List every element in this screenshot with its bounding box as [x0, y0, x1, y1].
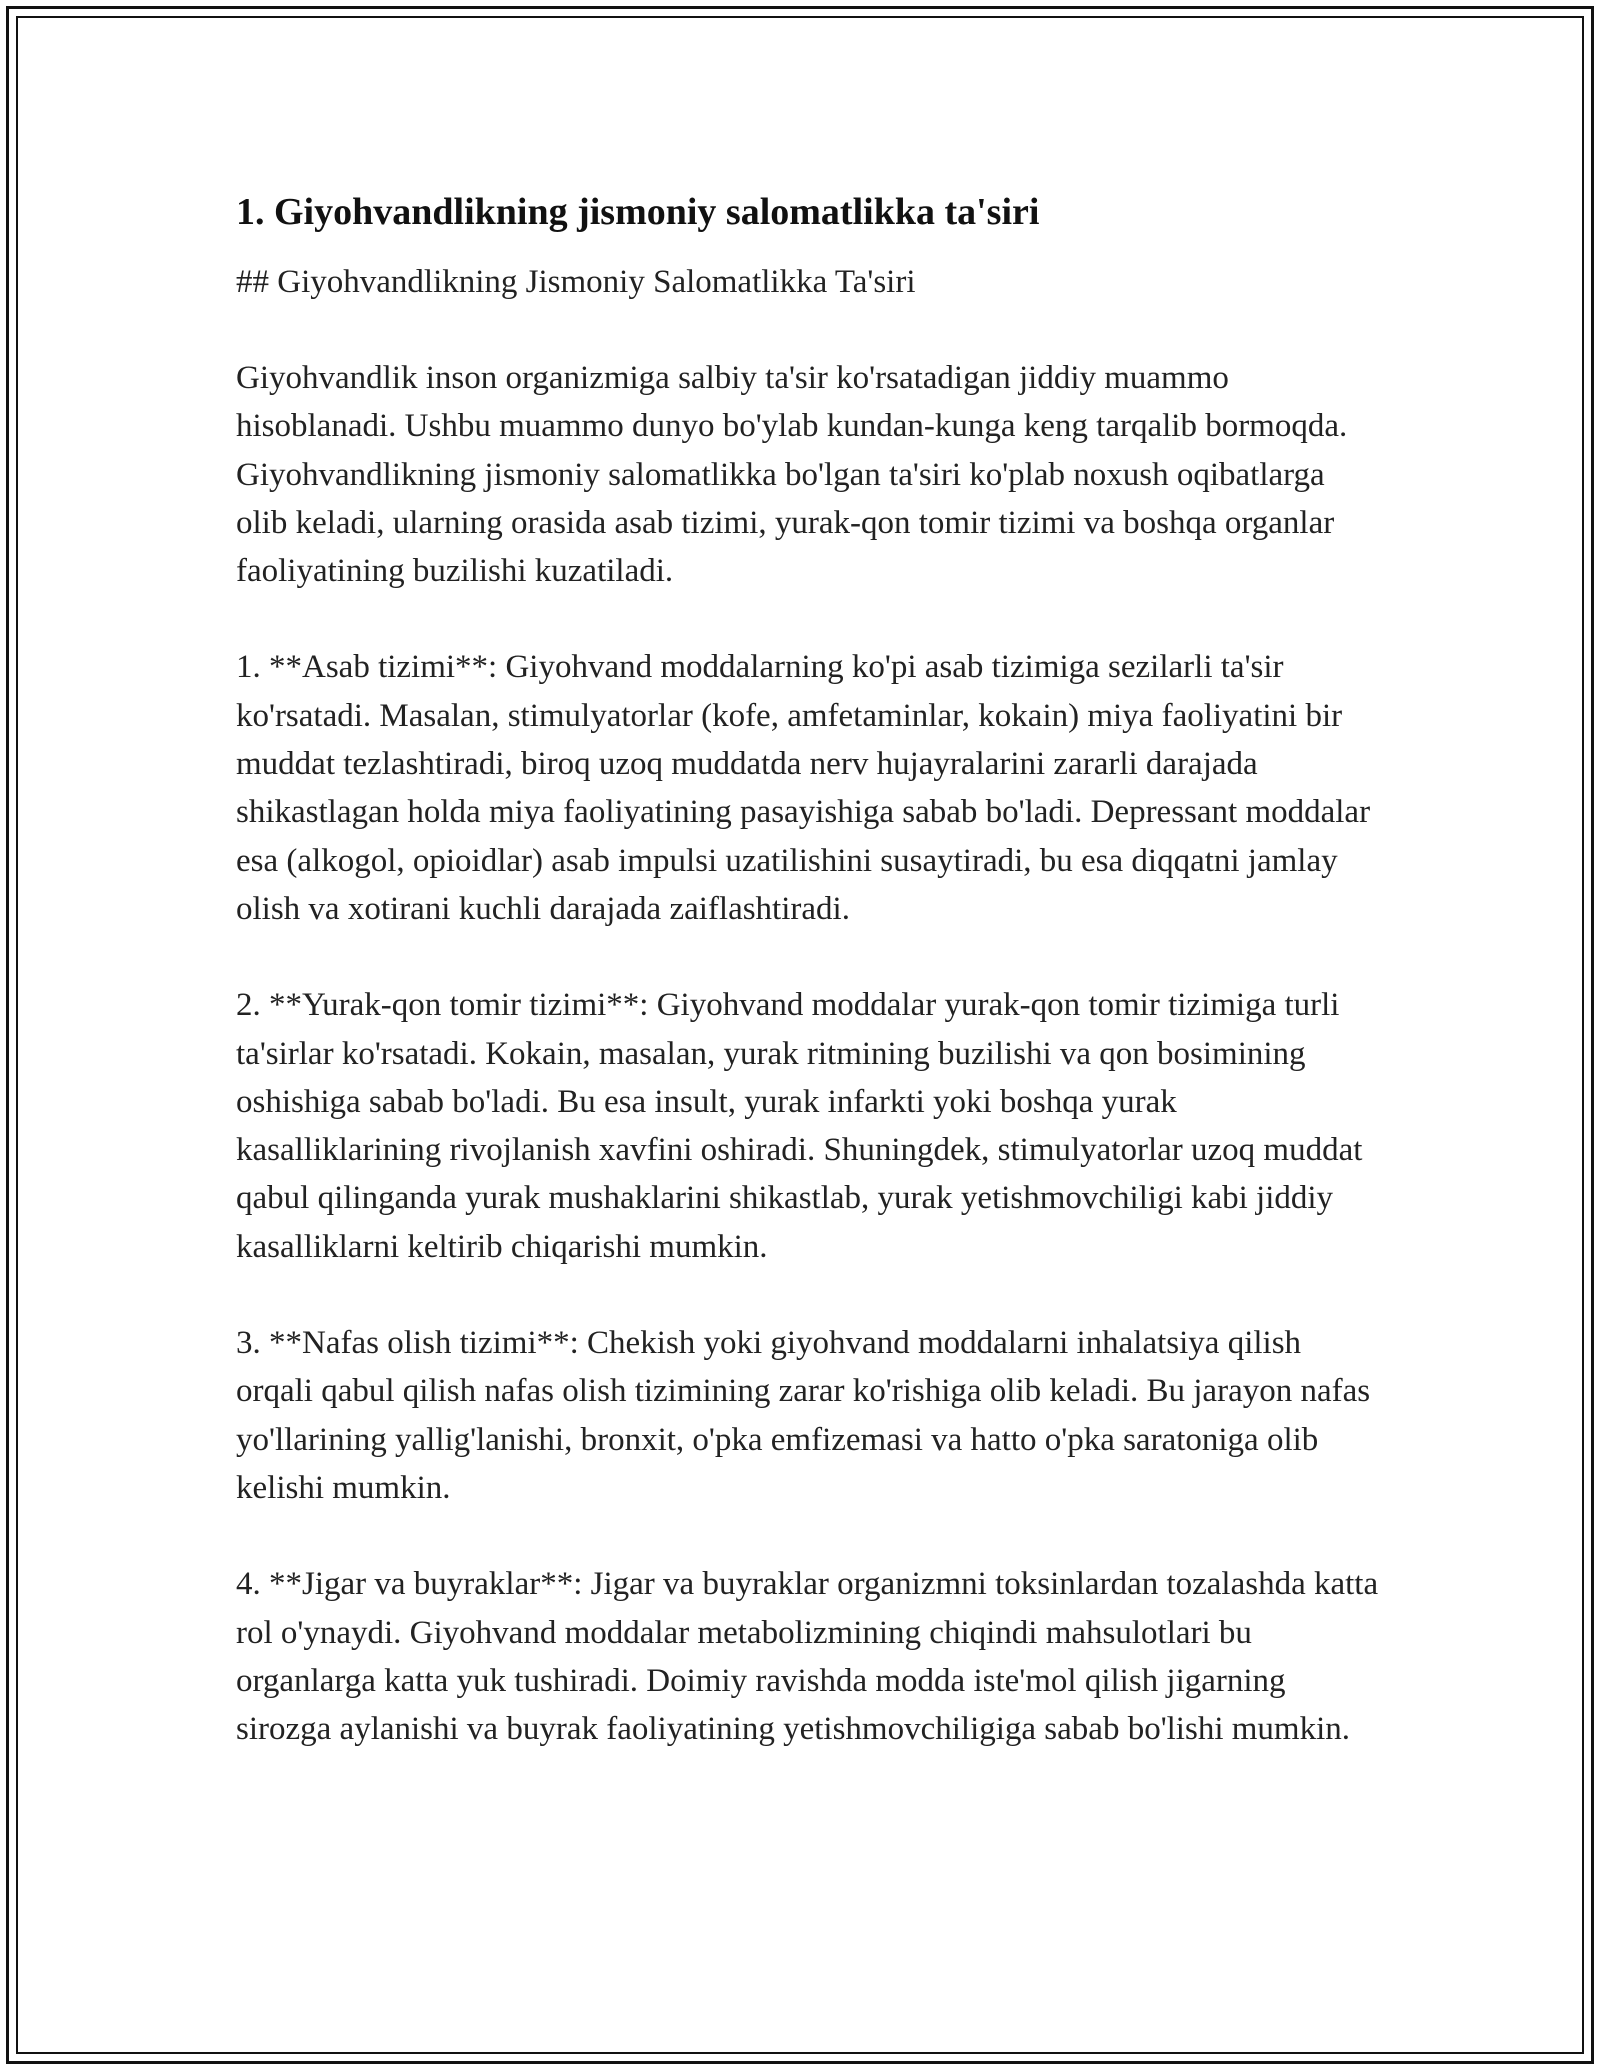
intro-paragraph: Giyohvandlik inson organizmiga salbiy ta'sir ko'rsatadigan jiddiy muammo hisoblanadi. Ushbu muammo dunyo bo'ylab kundan-kunga keng tarqalib bormoqda. Giyohvandlikning jismoniy salomatlikka bo'lgan ta'siri ko'plab noxush oqibatlarga olib keladi, ularning orasida asab tizimi, yurak-qon tomir tizimi va boshqa organlar faoliyatining buzilishi kuzatiladi.	[236, 360, 1348, 590]
document-subtitle: ## Giyohvandlikning Jismoniy Salomatlikka Ta'siri	[236, 264, 916, 300]
document-title: 1. Giyohvandlikning jismoniy salomatlikka ta'siri	[236, 191, 1040, 233]
document-body	[236, 188, 1381, 1753]
paragraph-cardiovascular-system: 2. **Yurak-qon tomir tizimi**: Giyohvand moddalar yurak-qon tomir tizimiga turli ta'sirlar ko'rsatadi. Kokain, masalan, yurak ritmining buzilishi va qon bosimining oshishiga sabab bo'ladi. Bu esa insult, yurak infarkti yoki boshqa yurak kasalliklarining rivojlanish xavfini oshiradi. Shuningdek, stimulyatorlar uzoq muddat qabul qilinganda yurak mushaklarini shikastlab, yurak yetishmovchiligi kabi jiddiy kasalliklarni keltirib chiqarishi mumkin.	[236, 987, 1363, 1265]
paragraph-liver-kidneys: 4. **Jigar va buyraklar**: Jigar va buyraklar organizmni toksinlardan tozalashda katta rol o'ynaydi. Giyohvand moddalar metabolizmining chiqindi mahsulotlari bu organlarga katta yuk tushiradi. Doimiy ravishda modda iste'mol qilish jigarning sirozga aylanishi va buyrak faoliyatining yetishmovchiligiga sabab bo'lishi mumkin.	[236, 1566, 1379, 1748]
paragraph-nervous-system: 1. **Asab tizimi**: Giyohvand moddalarning ko'pi asab tizimiga sezilarli ta'sir ko'rsatadi. Masalan, stimulyatorlar (kofe, amfetaminlar, kokain) miya faoliyatini bir muddat tezlashtiradi, biroq uzoq muddatda nerv hujayralarini zararli darajada shikastlagan holda miya faoliyatining pasayishiga sabab bo'ladi. Depressant moddalar esa (alkogol, opioidlar) asab impulsi uzatilishini susaytiradi, bu esa diqqatni jamlay olish va xotirani kuchli darajada zaiflashtiradi.	[236, 649, 1371, 927]
paragraph-respiratory-system: 3. **Nafas olish tizimi**: Chekish yoki giyohvand moddalarni inhalatsiya qilish orqali qabul qilish nafas olish tizimining zarar ko'rishiga olib keladi. Bu jarayon nafas yo'llarining yallig'lanishi, bronxit, o'pka emfizemasi va hatto o'pka saratoniga olib kelishi mumkin.	[236, 1325, 1371, 1506]
